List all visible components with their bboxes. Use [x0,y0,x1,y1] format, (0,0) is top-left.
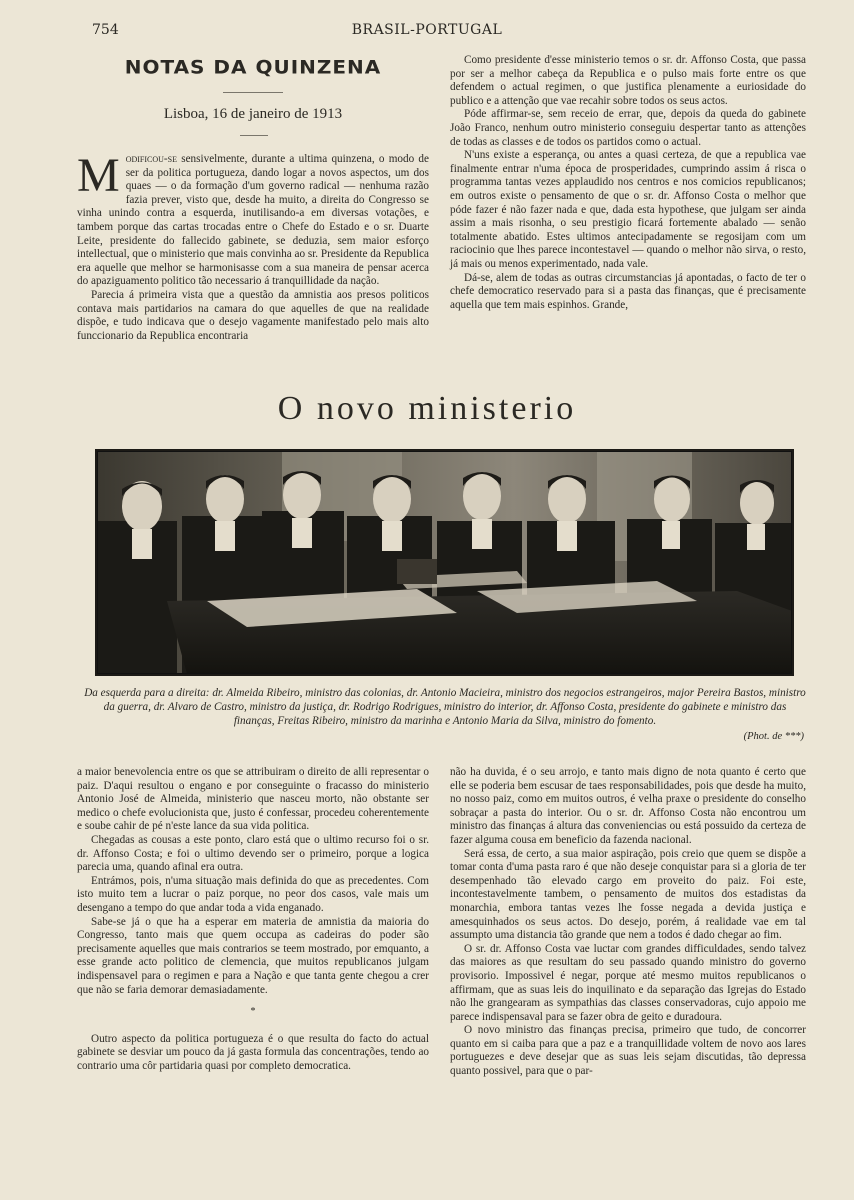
title-rule [223,92,283,93]
photo-illustration [97,451,792,674]
paragraph: Como presidente d'esse ministerio temos o sr. dr. Affonso Costa, que passa por ser a melhor cabeça da Republica e o pulso mais forte entre os que defendem o actual regimen, o que justifica plenamente a euriosidade do publico e a attenção que vae recahir sobre todos os seus actos. [450,54,806,107]
column-top-left [77,149,430,343]
section-break: * [250,1006,256,1018]
paragraph: Outro aspecto da politica portugueza é o que resulta do facto do actual gabinete se desviar um pouco da já gasta formula das concentrações, tendo ao contrario uma côr partidaria quasi por completo democratica. [77,1032,429,1072]
dateline-rule [240,135,268,136]
column-bottom-right [450,766,806,1079]
section-title: NOTAS DA QUINZENA [124,55,382,79]
column-bottom-left [77,766,429,1073]
paragraph: Será essa, de certo, a sua maior aspiração, pois creio que quem se dispõe a tomar conta d'uma pasta raro é que não deseje conquistar para si a gloria de ter desempenhado tão elevado cargo em proveito do paiz. Foi este, incontestavelmente tambem, o pensamento de muitos dos estadistas da monarchia, embora tantas vezes lhe fosse negada a devida justiça e amesquinhados os seus actos. Do desejo, porém, á realidade vae em tal assumpto uma distancia tão grande que nem a todos é dado chegar ao fim. [450,847,806,942]
dateline: Lisboa, 16 de janeiro de 1913 [163,106,343,122]
paragraph: Entrámos, pois, n'uma situação mais definida do que as precedentes. Com isto muito tem a lucrar o paiz porque, no peor dos casos, vale mais um desengano a tempo do que andar toda a vida enganado. [77,874,429,914]
paragraph: a maior benevolencia entre os que se attribuiram o direito de alli representar o paiz. D'aqui resultou o engano e por conseguinte o fracasso do ministerio Antonio José de Almeida, ministerio que nasceu morto, não obstante ser medico o chefe evolucionista que, justo é confessar, procedeu coherentemente e soube cahir de pé n'este lance da sua vida politica. [77,766,429,833]
paragraph: O sr. dr. Affonso Costa vae luctar com grandes difficuldades, sendo talvez das maiores as que resultam do seu passado quando ministro do governo provisorio. Impossivel é negar, porque até mesmo muitos republicanos o affirmam, que as suas leis do inquilinato e da separação das Igrejas do Estado não lhe grangearam as sympathias das classes conservadoras, cujo appoio me parece indispensaval para se fazer obra de geito e duradoura. [450,942,806,1023]
feature-headline: O novo ministerio [277,390,577,427]
paragraph: Chegadas as cousas a este ponto, claro está que o ultimo recurso foi o sr. dr. Affonso Costa; e foi o ultimo devendo ser o primeiro, porque a logica parecia uma, quando afinal era outra. [77,833,429,874]
lead-word: odificou-se [125,153,177,165]
photo-caption: Da esquerda para a direita: dr. Almeida Ribeiro, ministro das colonias, dr. Antonio Macieira, ministro dos negocios estrangeiros, major Pereira Bastos, ministro da guerra, dr. Alvaro de Castro, ministro da justiça, dr. Rodrigo Rodrigues, ministro do interior, dr. Affonso Costa, presidente do gabinete e ministro das finanças, Freitas Ribeiro, ministro da marinha e Antonio Maria da Silva, ministro do fomento. [84,687,806,727]
column-top-right [450,54,806,312]
paragraph: O novo ministro das finanças precisa, primeiro que tudo, de concorrer quanto em si caiba para que a paz e a tranquillidade voltem de novo aos lares portuguezes e deve desejar que as suas leis sejam discutidas, tão depressa quanto possivel, para que o par- [450,1024,806,1078]
paragraph [77,149,430,289]
paragraph: N'uns existe a esperança, ou antes a quasi certeza, de que a republica vae finalmente entrar n'uma época de prosperidades, cumprindo assim á risca o programma tantas vezes applaudido nos centros e nos comicios republicanos; em outros existe o pensamento de que o sr. dr. Affonso Costa o melhor que póde fazer é não fazer nada e que, dada esta hypothese, que julgam ser ainda assim a mais risonha, o seu prestigio ficará fortemente abalado — senão totalmente abatido. Estes ultimos antecipadamente se regosijam com um raciocinio que lhes parece incontestavel — quando o melhor não sirva, o resto, já mais ou menos experimentado, nada vale. [450,149,806,270]
paragraph: Dá-se, alem de todas as outras circumstancias já apontadas, o facto de ter o chefe democratico reservado para si a pasta das finanças, que é precisamente aquella que tem mais espinhos. Grande, [450,271,806,311]
page-number: 754 [92,22,119,38]
drop-cap: M [77,149,120,202]
paragraph: Sabe-se já o que ha a esperar em materia de amnistia da maioria do Congresso, tanto mais que quem occupa as cadeiras do poder são precisamente aquelles que mais contrarios se teem mostrado, por emquanto, a esse grande acto politico de clemencia, que muitos republicanos julgam indispensavel para o regimen e para a Nação e que tanta gente chegou a crer que não se faria demorar demasiadamente. [77,915,429,996]
paragraph: não ha duvida, é o seu arrojo, e tanto mais digno de nota quanto é certo que elle se poderia bem escusar de taes responsabilidades, pois que desde ha muito, no nosso paiz, como em muitos outros, é velha praxe o presidente do conselho sobraçar a pasta do interior. Ou o sr. dr. Affonso Costa não encontrou um ministro das finanças á altura das conveniencias ou está possuido da certeza de fazer alguma cousa em beneficio da fazenda nacional. [450,766,806,846]
photo-credit: (Phot. de ***) [743,731,804,742]
ministers-photo [95,449,794,676]
paragraph-text: sensivelmente, durante a ultima quinzena, o modo de ser da politica portugueza, dando logar a novos aspectos, um dos quaes — o da formação d'um governo radical — nenhuma razão fazia prever, visto que, desde ha muito, a direita do Congresso se vinha unindo contra a esquerda, inutilisando-a em diversas votações, e tambem porque das cartas trocadas entre o Chefe do Estado e o sr. Duarte Leite, presidente do fallecido gabinete, se deduzia, sem maior esforço intellectual, que o ministerio que mais convinha ao sr. Presidente da Republica era aquelle que melhor se harmonisasse com a sua maneira de pensar acerca do apaziguamento politico tão necessario á tranquillidade da nação. [77,153,430,288]
paragraph: Parecia á primeira vista que a questão da amnistia aos presos politicos contava mais partidarios na camara do que aquelles de que na realidade dispõe, e tudo indicava que o desejo vagamente manifestado pelo mais alto funccionario da Republica encontraria [77,288,429,342]
paragraph: Póde affirmar-se, sem receio de errar, que, depois da queda do gabinete João Franco, nenhum outro ministerio conseguiu despertar tanto as attenções de todas as classes e de todos os partidos como o actual. [450,108,806,148]
running-title: BRASIL-PORTUGAL [351,22,503,38]
